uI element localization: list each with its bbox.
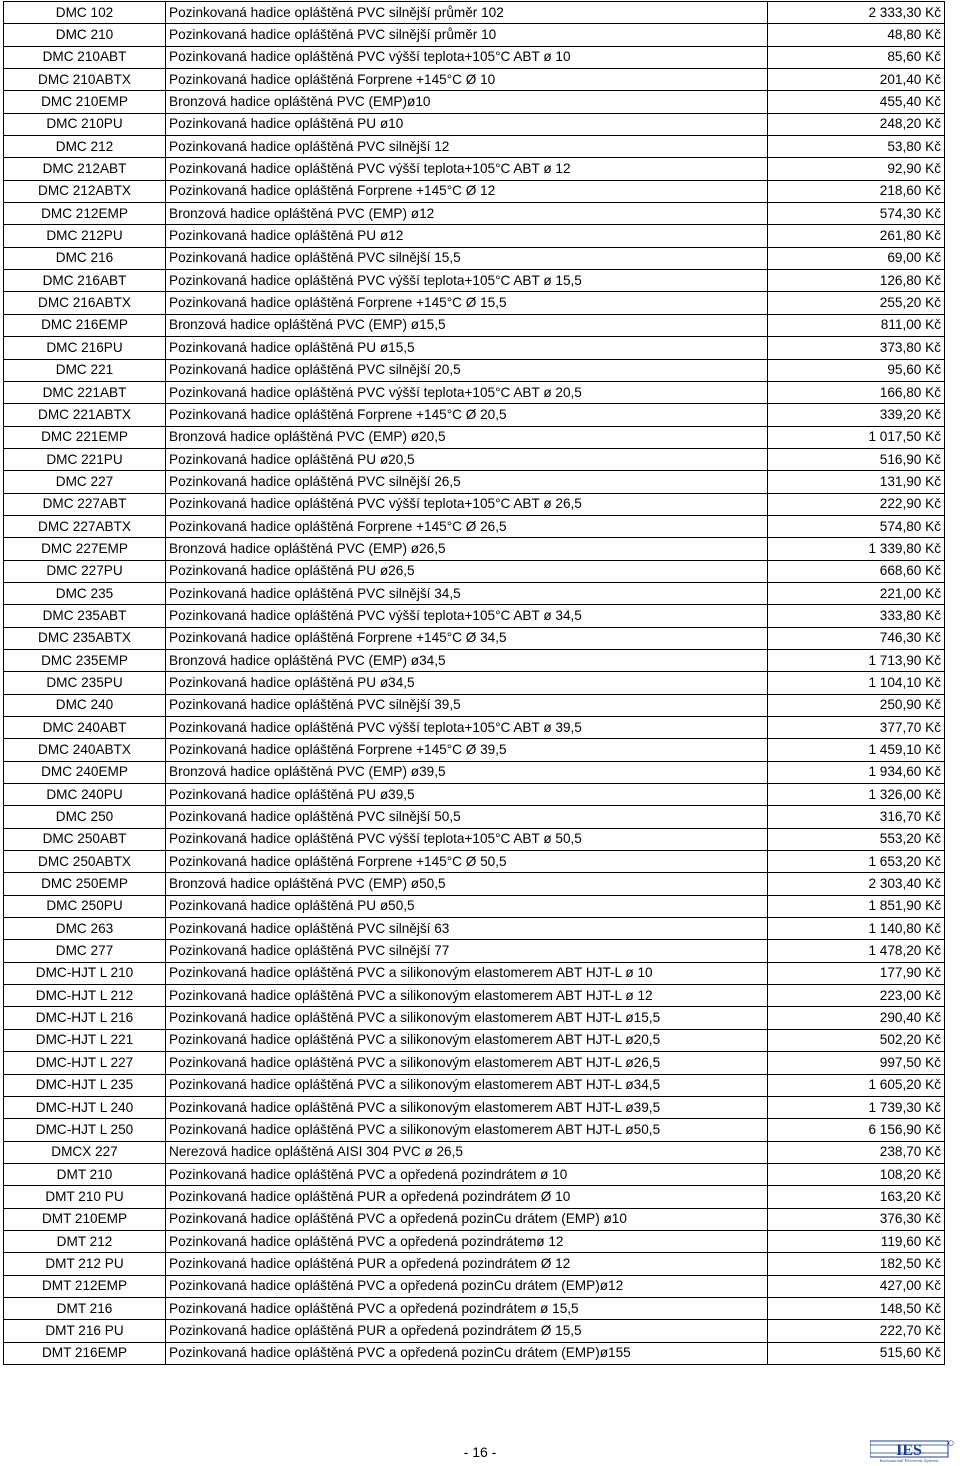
product-code: DMC 210	[4, 24, 166, 46]
product-price: 1 851,90 Kč	[768, 895, 945, 917]
product-description: Pozinkovaná hadice opláštěná Forprene +145°C Ø 34,5	[166, 627, 768, 649]
table-row	[4, 1297, 945, 1319]
product-code: DMC 216PU	[4, 337, 166, 359]
product-code: DMC 240	[4, 694, 166, 716]
product-code: DMC-HJT L 235	[4, 1074, 166, 1096]
table-row	[4, 694, 945, 716]
product-price: 427,00 Kč	[768, 1275, 945, 1297]
product-code: DMC-HJT L 216	[4, 1007, 166, 1029]
product-description: Pozinkovaná hadice opláštěná Forprene +145°C Ø 12	[166, 180, 768, 202]
product-code: DMC 210EMP	[4, 91, 166, 113]
table-row	[4, 359, 945, 381]
product-description: Pozinkovaná hadice opláštěná PU ø12	[166, 225, 768, 247]
table-row	[4, 538, 945, 560]
product-code: DMC 210ABTX	[4, 69, 166, 91]
product-description: Pozinkovaná hadice opláštěná PVC a silikonovým elastomerem ABT HJT-L ø15,5	[166, 1007, 768, 1029]
product-price: 166,80 Kč	[768, 381, 945, 403]
product-price: 255,20 Kč	[768, 292, 945, 314]
product-price: 119,60 Kč	[768, 1230, 945, 1252]
product-code: DMC-HJT L 221	[4, 1029, 166, 1051]
product-description: Pozinkovaná hadice opláštěná PVC silnější 34,5	[166, 582, 768, 604]
table-row	[4, 247, 945, 269]
table-row	[4, 448, 945, 470]
table-row	[4, 314, 945, 336]
product-description: Pozinkovaná hadice opláštěná Forprene +145°C Ø 39,5	[166, 739, 768, 761]
table-row	[4, 158, 945, 180]
product-price: 182,50 Kč	[768, 1253, 945, 1275]
product-code: DMC 227EMP	[4, 538, 166, 560]
product-price: 48,80 Kč	[768, 24, 945, 46]
product-description: Pozinkovaná hadice opláštěná PVC a opředená pozindrátem ø 15,5	[166, 1297, 768, 1319]
table-row	[4, 225, 945, 247]
table-row	[4, 1141, 945, 1163]
product-price: 455,40 Kč	[768, 91, 945, 113]
table-row	[4, 24, 945, 46]
product-price: 1 140,80 Kč	[768, 918, 945, 940]
product-description: Pozinkovaná hadice opláštěná PVC a opředená pozinCu drátem (EMP)ø155	[166, 1342, 768, 1364]
product-description: Pozinkovaná hadice opláštěná PU ø50,5	[166, 895, 768, 917]
product-price: 1 478,20 Kč	[768, 940, 945, 962]
product-description: Pozinkovaná hadice opláštěná PVC silnější průměr 102	[166, 2, 768, 24]
product-code: DMC-HJT L 250	[4, 1119, 166, 1141]
product-description: Pozinkovaná hadice opláštěná PVC silnější 39,5	[166, 694, 768, 716]
product-price: 238,70 Kč	[768, 1141, 945, 1163]
product-description: Pozinkovaná hadice opláštěná PVC výšší teplota+105°C ABT ø 34,5	[166, 605, 768, 627]
table-row	[4, 180, 945, 202]
product-code: DMC 102	[4, 2, 166, 24]
product-price: 290,40 Kč	[768, 1007, 945, 1029]
product-code: DMC 240ABTX	[4, 739, 166, 761]
product-price: 6 156,90 Kč	[768, 1119, 945, 1141]
product-code: DMC 227PU	[4, 560, 166, 582]
product-price: 250,90 Kč	[768, 694, 945, 716]
product-description: Pozinkovaná hadice opláštěná Forprene +145°C Ø 15,5	[166, 292, 768, 314]
product-code: DMC 212ABTX	[4, 180, 166, 202]
product-price: 218,60 Kč	[768, 180, 945, 202]
product-price: 316,70 Kč	[768, 806, 945, 828]
product-code: DMC 210ABT	[4, 46, 166, 68]
table-row	[4, 292, 945, 314]
product-price: 1 459,10 Kč	[768, 739, 945, 761]
product-code: DMC 250EMP	[4, 873, 166, 895]
product-code: DMC 250ABT	[4, 828, 166, 850]
product-price: 1 739,30 Kč	[768, 1096, 945, 1118]
product-price: 248,20 Kč	[768, 113, 945, 135]
product-code: DMC 221	[4, 359, 166, 381]
product-description: Pozinkovaná hadice opláštěná PVC silnější 15,5	[166, 247, 768, 269]
product-price: 69,00 Kč	[768, 247, 945, 269]
product-description: Pozinkovaná hadice opláštěná PVC výšší teplota+105°C ABT ø 39,5	[166, 717, 768, 739]
table-row	[4, 1342, 945, 1364]
product-code: DMC 235	[4, 582, 166, 604]
product-description: Pozinkovaná hadice opláštěná PVC a silikonovým elastomerem ABT HJT-L ø 12	[166, 985, 768, 1007]
product-price: 1 713,90 Kč	[768, 649, 945, 671]
table-row	[4, 851, 945, 873]
product-code: DMC 221ABT	[4, 381, 166, 403]
price-table	[3, 1, 945, 1365]
product-description: Pozinkovaná hadice opláštěná PUR a opředená pozindrátem Ø 10	[166, 1186, 768, 1208]
product-description: Pozinkovaná hadice opláštěná PU ø39,5	[166, 784, 768, 806]
product-code: DMT 216EMP	[4, 1342, 166, 1364]
product-price: 515,60 Kč	[768, 1342, 945, 1364]
product-price: 131,90 Kč	[768, 471, 945, 493]
table-row	[4, 1275, 945, 1297]
table-row	[4, 270, 945, 292]
product-price: 85,60 Kč	[768, 46, 945, 68]
product-price: 574,80 Kč	[768, 515, 945, 537]
table-row	[4, 1208, 945, 1230]
table-row	[4, 46, 945, 68]
product-price: 221,00 Kč	[768, 582, 945, 604]
product-price: 1 653,20 Kč	[768, 851, 945, 873]
table-row	[4, 806, 945, 828]
product-description: Pozinkovaná hadice opláštěná PVC silnější 26,5	[166, 471, 768, 493]
product-description: Pozinkovaná hadice opláštěná PVC a opředená pozinCu drátem (EMP) ø10	[166, 1208, 768, 1230]
product-code: DMC 227ABT	[4, 493, 166, 515]
product-price: 516,90 Kč	[768, 448, 945, 470]
table-row	[4, 873, 945, 895]
product-description: Pozinkovaná hadice opláštěná Forprene +145°C Ø 50,5	[166, 851, 768, 873]
table-row	[4, 627, 945, 649]
table-row	[4, 940, 945, 962]
product-code: DMC 250	[4, 806, 166, 828]
product-code: DMC 227ABTX	[4, 515, 166, 537]
table-row	[4, 784, 945, 806]
product-code: DMC-HJT L 212	[4, 985, 166, 1007]
table-row	[4, 381, 945, 403]
product-code: DMC 212	[4, 136, 166, 158]
product-description: Pozinkovaná hadice opláštěná PUR a opředená pozindrátem Ø 12	[166, 1253, 768, 1275]
product-code: DMC 277	[4, 940, 166, 962]
product-description: Pozinkovaná hadice opláštěná PVC a silikonovým elastomerem ABT HJT-L ø50,5	[166, 1119, 768, 1141]
product-code: DMC 216EMP	[4, 314, 166, 336]
product-code: DMC 263	[4, 918, 166, 940]
product-price: 333,80 Kč	[768, 605, 945, 627]
table-row	[4, 895, 945, 917]
product-code: DMC 235PU	[4, 672, 166, 694]
product-code: DMC 235ABTX	[4, 627, 166, 649]
table-row	[4, 69, 945, 91]
product-code: DMT 210 PU	[4, 1186, 166, 1208]
product-price: 126,80 Kč	[768, 270, 945, 292]
product-code: DMT 210EMP	[4, 1208, 166, 1230]
product-price: 148,50 Kč	[768, 1297, 945, 1319]
product-code: DMC-HJT L 210	[4, 962, 166, 984]
table-row	[4, 515, 945, 537]
table-row	[4, 1163, 945, 1185]
product-price: 222,90 Kč	[768, 493, 945, 515]
table-row	[4, 1074, 945, 1096]
logo-subtext: International Electronic Systems	[879, 1458, 939, 1463]
product-description: Pozinkovaná hadice opláštěná PVC silnější 12	[166, 136, 768, 158]
product-price: 261,80 Kč	[768, 225, 945, 247]
product-description: Pozinkovaná hadice opláštěná PVC výšší teplota+105°C ABT ø 12	[166, 158, 768, 180]
product-description: Pozinkovaná hadice opláštěná PU ø26,5	[166, 560, 768, 582]
product-price: 223,00 Kč	[768, 985, 945, 1007]
price-table-body	[4, 2, 945, 1365]
table-row	[4, 918, 945, 940]
product-code: DMC 212ABT	[4, 158, 166, 180]
product-code: DMC 216ABTX	[4, 292, 166, 314]
product-price: 2 333,30 Kč	[768, 2, 945, 24]
product-description: Pozinkovaná hadice opláštěná Forprene +145°C Ø 26,5	[166, 515, 768, 537]
product-description: Pozinkovaná hadice opláštěná PVC silnější 77	[166, 940, 768, 962]
table-row	[4, 717, 945, 739]
product-description: Bronzová hadice opláštěná PVC (EMP) ø12	[166, 203, 768, 225]
table-row	[4, 560, 945, 582]
product-price: 222,70 Kč	[768, 1320, 945, 1342]
product-description: Bronzová hadice opláštěná PVC (EMP)ø10	[166, 91, 768, 113]
product-code: DMC-HJT L 240	[4, 1096, 166, 1118]
product-price: 574,30 Kč	[768, 203, 945, 225]
table-row	[4, 203, 945, 225]
product-code: DMC 210PU	[4, 113, 166, 135]
product-price: 92,90 Kč	[768, 158, 945, 180]
product-description: Pozinkovaná hadice opláštěná PU ø20,5	[166, 448, 768, 470]
product-price: 376,30 Kč	[768, 1208, 945, 1230]
table-row	[4, 1186, 945, 1208]
product-code: DMC-HJT L 227	[4, 1052, 166, 1074]
product-description: Pozinkovaná hadice opláštěná PVC výšší teplota+105°C ABT ø 15,5	[166, 270, 768, 292]
product-description: Pozinkovaná hadice opláštěná PVC výšší teplota+105°C ABT ø 26,5	[166, 493, 768, 515]
product-description: Pozinkovaná hadice opláštěná PVC silnější průměr 10	[166, 24, 768, 46]
product-code: DMT 210	[4, 1163, 166, 1185]
product-code: DMC 221EMP	[4, 426, 166, 448]
product-price: 502,20 Kč	[768, 1029, 945, 1051]
product-price: 746,30 Kč	[768, 627, 945, 649]
product-price: 1 326,00 Kč	[768, 784, 945, 806]
product-price: 53,80 Kč	[768, 136, 945, 158]
table-row	[4, 426, 945, 448]
product-price: 163,20 Kč	[768, 1186, 945, 1208]
table-row	[4, 1320, 945, 1342]
product-description: Pozinkovaná hadice opláštěná Forprene +145°C Ø 10	[166, 69, 768, 91]
table-row	[4, 1230, 945, 1252]
product-code: DMC 250PU	[4, 895, 166, 917]
product-price: 377,70 Kč	[768, 717, 945, 739]
product-price: 997,50 Kč	[768, 1052, 945, 1074]
table-row	[4, 985, 945, 1007]
product-code: DMC 235ABT	[4, 605, 166, 627]
product-description: Pozinkovaná hadice opláštěná PVC výšší teplota+105°C ABT ø 10	[166, 46, 768, 68]
ies-logo	[870, 1439, 954, 1463]
product-code: DMT 216	[4, 1297, 166, 1319]
product-price: 553,20 Kč	[768, 828, 945, 850]
product-code: DMCX 227	[4, 1141, 166, 1163]
product-price: 1 934,60 Kč	[768, 761, 945, 783]
product-price: 1 605,20 Kč	[768, 1074, 945, 1096]
product-code: DMC 240EMP	[4, 761, 166, 783]
product-price: 108,20 Kč	[768, 1163, 945, 1185]
product-description: Pozinkovaná hadice opláštěná PU ø34,5	[166, 672, 768, 694]
product-price: 811,00 Kč	[768, 314, 945, 336]
product-description: Nerezová hadice opláštěná AISI 304 PVC ø 26,5	[166, 1141, 768, 1163]
table-row	[4, 471, 945, 493]
product-price: 1 104,10 Kč	[768, 672, 945, 694]
product-code: DMC 212PU	[4, 225, 166, 247]
product-code: DMC 221PU	[4, 448, 166, 470]
product-description: Pozinkovaná hadice opláštěná PVC a opředená pozindrátemø 12	[166, 1230, 768, 1252]
product-price: 1 017,50 Kč	[768, 426, 945, 448]
registered-mark-icon	[949, 1441, 954, 1446]
product-description: Bronzová hadice opláštěná PVC (EMP) ø50,5	[166, 873, 768, 895]
table-row	[4, 136, 945, 158]
page-number: - 16 -	[463, 1444, 497, 1460]
product-description: Bronzová hadice opláštěná PVC (EMP) ø20,5	[166, 426, 768, 448]
product-price: 95,60 Kč	[768, 359, 945, 381]
table-row	[4, 91, 945, 113]
product-description: Pozinkovaná hadice opláštěná PUR a opředená pozindrátem Ø 15,5	[166, 1320, 768, 1342]
table-row	[4, 1052, 945, 1074]
product-code: DMC 240ABT	[4, 717, 166, 739]
product-description: Pozinkovaná hadice opláštěná PVC silnější 20,5	[166, 359, 768, 381]
product-description: Bronzová hadice opláštěná PVC (EMP) ø34,5	[166, 649, 768, 671]
table-row	[4, 962, 945, 984]
product-price: 668,60 Kč	[768, 560, 945, 582]
product-code: DMC 221ABTX	[4, 404, 166, 426]
product-code: DMC 227	[4, 471, 166, 493]
table-row	[4, 1096, 945, 1118]
product-price: 373,80 Kč	[768, 337, 945, 359]
product-description: Pozinkovaná hadice opláštěná PVC a silikonovým elastomerem ABT HJT-L ø 10	[166, 962, 768, 984]
product-description: Pozinkovaná hadice opláštěná PVC a opředená pozinCu drátem (EMP)ø12	[166, 1275, 768, 1297]
product-price: 201,40 Kč	[768, 69, 945, 91]
product-price: 2 303,40 Kč	[768, 873, 945, 895]
product-description: Pozinkovaná hadice opláštěná PVC a silikonovým elastomerem ABT HJT-L ø26,5	[166, 1052, 768, 1074]
table-row	[4, 404, 945, 426]
table-row	[4, 739, 945, 761]
product-description: Pozinkovaná hadice opláštěná PU ø10	[166, 113, 768, 135]
product-description: Bronzová hadice opláštěná PVC (EMP) ø26,5	[166, 538, 768, 560]
product-description: Bronzová hadice opláštěná PVC (EMP) ø15,5	[166, 314, 768, 336]
table-row	[4, 2, 945, 24]
product-code: DMT 216 PU	[4, 1320, 166, 1342]
product-description: Pozinkovaná hadice opláštěná PVC výšší teplota+105°C ABT ø 50,5	[166, 828, 768, 850]
table-row	[4, 1119, 945, 1141]
product-code: DMT 212EMP	[4, 1275, 166, 1297]
product-description: Bronzová hadice opláštěná PVC (EMP) ø39,5	[166, 761, 768, 783]
table-row	[4, 828, 945, 850]
table-row	[4, 582, 945, 604]
product-description: Pozinkovaná hadice opláštěná PVC a silikonovým elastomerem ABT HJT-L ø34,5	[166, 1074, 768, 1096]
table-row	[4, 1253, 945, 1275]
product-description: Pozinkovaná hadice opláštěná PVC a silikonovým elastomerem ABT HJT-L ø39,5	[166, 1096, 768, 1118]
logo-text: IES	[896, 1442, 922, 1459]
product-code: DMC 250ABTX	[4, 851, 166, 873]
product-price: 339,20 Kč	[768, 404, 945, 426]
product-description: Pozinkovaná hadice opláštěná PVC silnější 50,5	[166, 806, 768, 828]
product-price: 1 339,80 Kč	[768, 538, 945, 560]
table-row	[4, 1007, 945, 1029]
table-row	[4, 1029, 945, 1051]
table-row	[4, 672, 945, 694]
product-description: Pozinkovaná hadice opláštěná PVC výšší teplota+105°C ABT ø 20,5	[166, 381, 768, 403]
product-description: Pozinkovaná hadice opláštěná PVC a silikonovým elastomerem ABT HJT-L ø20,5	[166, 1029, 768, 1051]
table-row	[4, 493, 945, 515]
product-code: DMT 212 PU	[4, 1253, 166, 1275]
table-row	[4, 113, 945, 135]
product-description: Pozinkovaná hadice opláštěná PU ø15,5	[166, 337, 768, 359]
table-row	[4, 605, 945, 627]
product-code: DMC 216ABT	[4, 270, 166, 292]
product-description: Pozinkovaná hadice opláštěná PVC a opředená pozindrátem ø 10	[166, 1163, 768, 1185]
product-description: Pozinkovaná hadice opláštěná PVC silnější 63	[166, 918, 768, 940]
product-code: DMC 212EMP	[4, 203, 166, 225]
product-code: DMC 240PU	[4, 784, 166, 806]
product-description: Pozinkovaná hadice opláštěná Forprene +145°C Ø 20,5	[166, 404, 768, 426]
table-row	[4, 761, 945, 783]
product-code: DMC 216	[4, 247, 166, 269]
product-code: DMC 235EMP	[4, 649, 166, 671]
table-row	[4, 337, 945, 359]
product-code: DMT 212	[4, 1230, 166, 1252]
product-price: 177,90 Kč	[768, 962, 945, 984]
table-row	[4, 649, 945, 671]
